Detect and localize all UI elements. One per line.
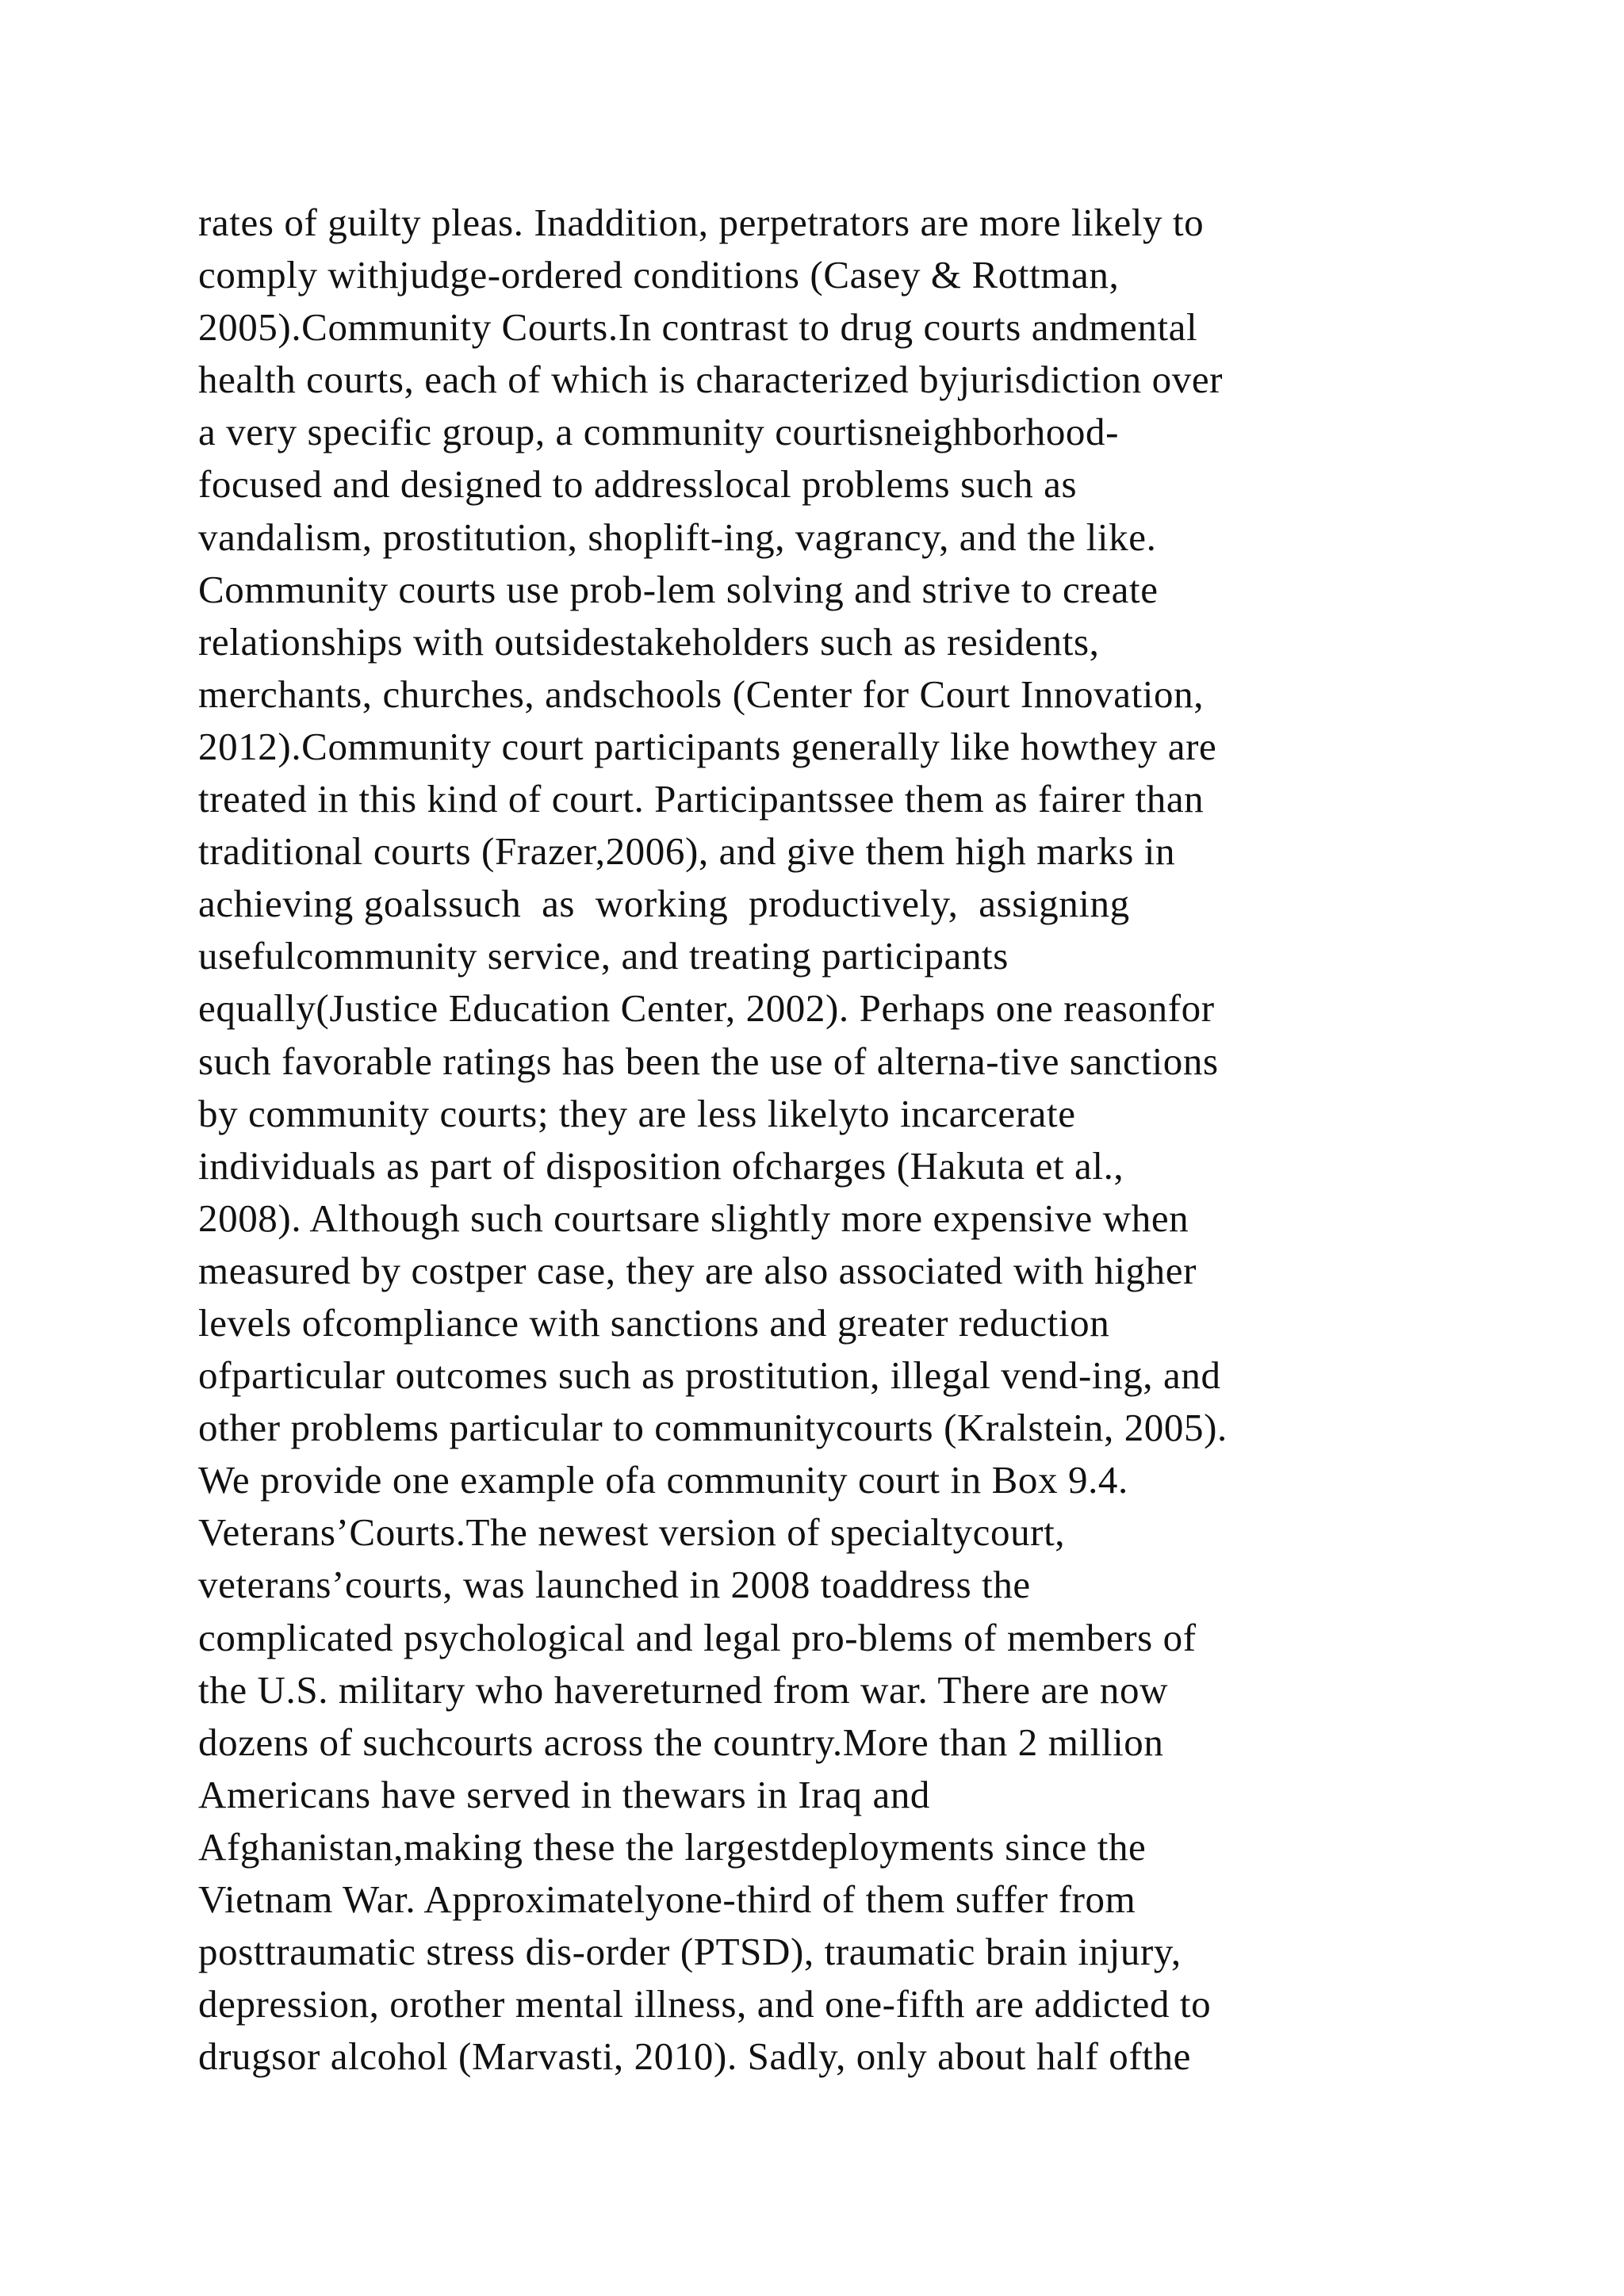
text-line: veterans’courts, was launched in 2008 toaddress the (198, 1563, 1031, 1607)
text-line: drugsor alcohol (Marvasti, 2010). Sadly, only about half ofthe (198, 2034, 1191, 2079)
text-line: comply withjudge-ordered conditions (Casey & Rottman, (198, 253, 1120, 297)
text-line: complicated psychological and legal pro-blems of members of (198, 1615, 1197, 1659)
text-line: posttraumatic stress dis-order (PTSD), traumatic brain injury, (198, 1930, 1182, 1974)
text-line: depression, orother mental illness, and one-fifth are addicted to (198, 1982, 1212, 2026)
text-line: relationships with outsidestakeholders such as residents, (198, 619, 1100, 664)
text-line: Community courts use prob-lem solving and strive to create (198, 567, 1159, 611)
text-line: Americans have served in thewars in Iraq and (198, 1772, 931, 1816)
text-line: equally(Justice Education Center, 2002). Perhaps one reasonfor (198, 986, 1215, 1031)
text-line: the U.S. military who havereturned from war. There are now (198, 1667, 1169, 1712)
text-line: merchants, churches, andschools (Center for Court Innovation, (198, 672, 1205, 716)
text-line: health courts, each of which is characterized byjurisdiction over (198, 358, 1224, 402)
text-line: vandalism, prostitution, shoplift-ing, vagrancy, and the like. (198, 515, 1157, 559)
text-line: Afghanistan,making these the largestdeployments since the (198, 1824, 1147, 1869)
text-line: rates of guilty pleas. Inaddition, perpetrators are more likely to (198, 201, 1205, 244)
text-line: other problems particular to communitycourts (Kralstein, 2005). (198, 1406, 1228, 1450)
text-line: measured by costper case, they are also associated with higher (198, 1248, 1197, 1292)
text-line: levels ofcompliance with sanctions and greater reduction (198, 1300, 1110, 1345)
text-line: a very specific group, a community courtisneighborhood- (198, 410, 1120, 454)
text-line: ofparticular outcomes such as prostitution, illegal vend-ing, and (198, 1353, 1221, 1398)
text-line: individuals as part of disposition ofcharges (Hakuta et al., (198, 1143, 1124, 1188)
text-line: 2005).Community Courts.In contrast to drug courts andmental (198, 305, 1198, 350)
text-line: achieving goalssuch as working productively, assigning (198, 882, 1130, 926)
text-line: usefulcommunity service, and treating participants (198, 934, 1009, 978)
text-line: 2012).Community court participants generally like howthey are (198, 724, 1217, 768)
text-line: focused and designed to addresslocal problems such as (198, 462, 1078, 507)
text-line: Vietnam War. Approximatelyone-third of them suffer from (198, 1877, 1136, 1921)
text-line: treated in this kind of court. Participantssee them as fairer than (198, 777, 1205, 821)
text-line: dozens of suchcourts across the country.More than 2 million (198, 1720, 1164, 1764)
text-line: by community courts; they are less likelyto incarcerate (198, 1091, 1076, 1135)
text-line: Veterans’Courts.The newest version of specialtycourt, (198, 1510, 1066, 1555)
text-line: 2008). Although such courtsare slightly more expensive when (198, 1196, 1189, 1240)
text-line: traditional courts (Frazer,2006), and give them high marks in (198, 829, 1176, 874)
body-text (198, 197, 1507, 2083)
text-line: such favorable ratings has been the use of alterna-tive sanctions (198, 1039, 1219, 1083)
text-line: We provide one example ofa community court in Box 9.4. (198, 1458, 1128, 1502)
